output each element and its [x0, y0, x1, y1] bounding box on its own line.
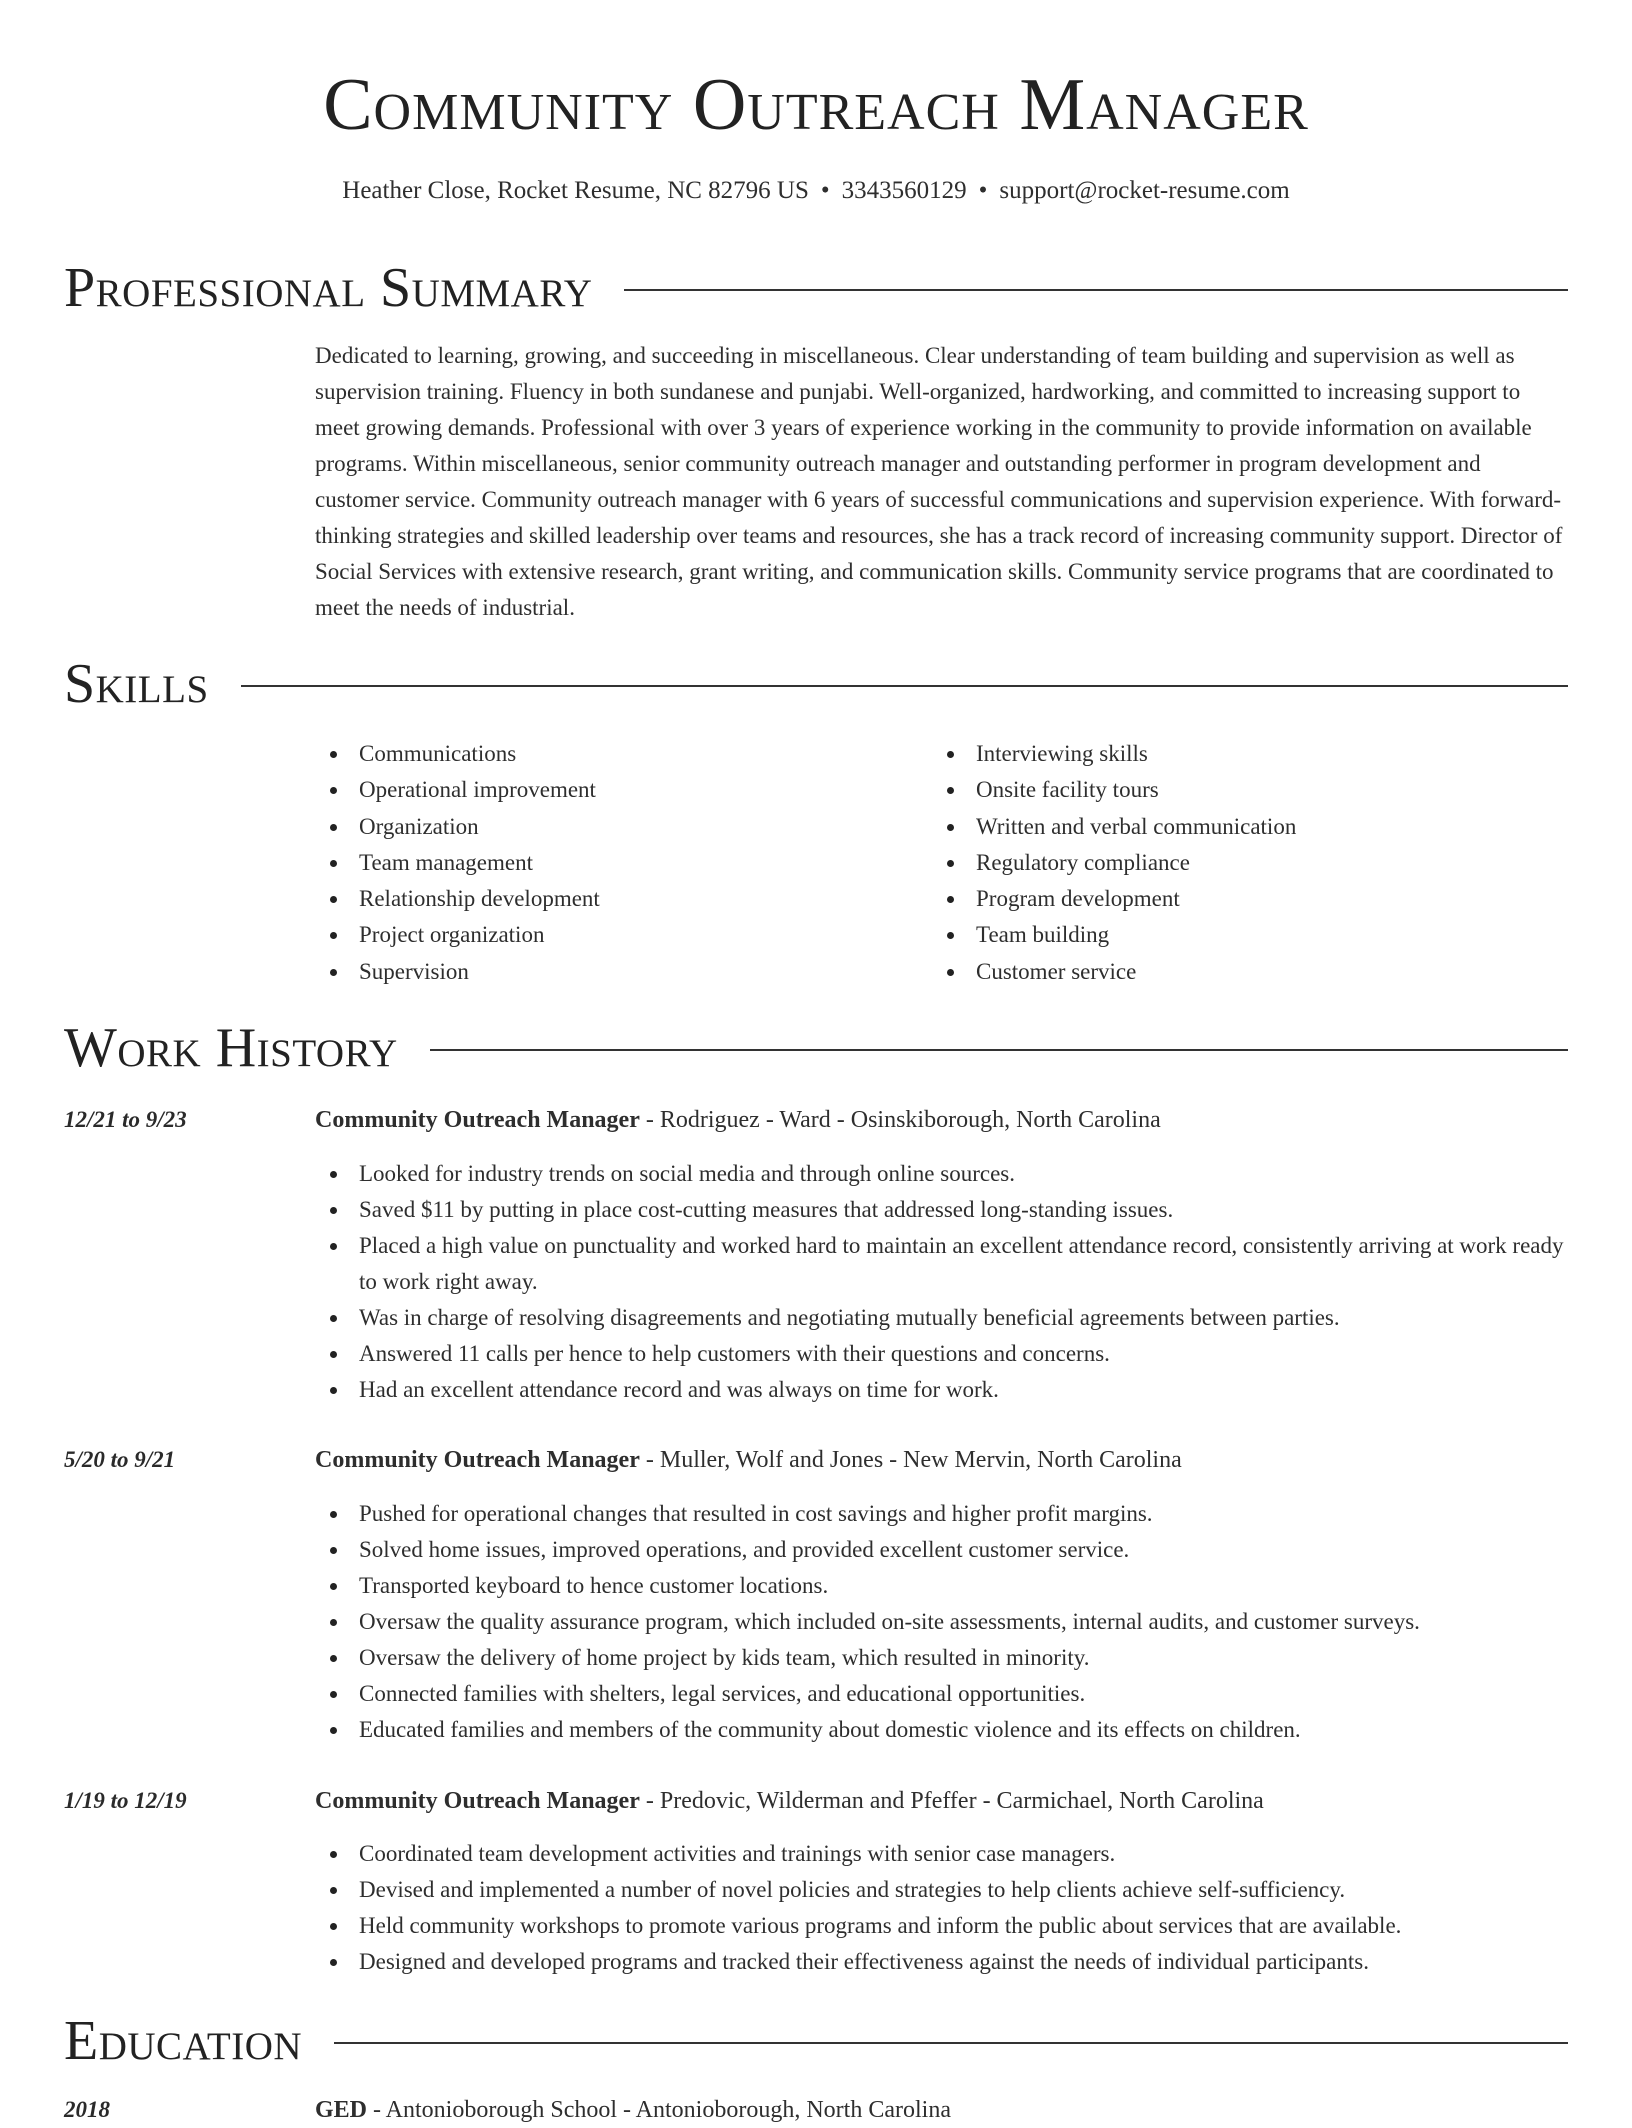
skill-item: Team management — [315, 845, 915, 881]
job-header — [315, 1783, 1575, 1819]
skill-item: Supervision — [315, 954, 915, 990]
skill-item: Project organization — [315, 917, 915, 953]
job-bullet: Coordinated team development activities and trainings with senior case managers. — [315, 1836, 1575, 1872]
job-header — [315, 1442, 1575, 1478]
education-degree: GED — [315, 2097, 368, 2123]
contact-line — [0, 174, 1632, 208]
contact-email: support@rocket-resume.com — [999, 177, 1290, 204]
job-header — [315, 1102, 1575, 1138]
job-bullet: Saved $11 by putting in place cost-cutting measures that addressed long-standing issues. — [315, 1192, 1575, 1228]
skill-item: Program development — [932, 881, 1572, 917]
contact-separator: • — [820, 177, 830, 204]
skills-heading: Skills — [64, 653, 209, 715]
education-school: - Antonioborough School - Antonioborough, North Carolina — [367, 2097, 951, 2123]
summary-text: Dedicated to learning, growing, and succeeding in miscellaneous. Clear understanding of team building and supervision as well as supervision training. Fluency in both sundanese and punjabi. Well-organized, hardworking, and committed to increasing support to meet growing demands. Professional with over 3 years of experience working in the community to provide information on available programs. Within miscellaneous, senior community outreach manager and outstanding performer in program development and customer service. Community outreach manager with 6 years of successful communications and supervision experience. With forward-thinking strategies and skilled leadership over teams and resources, she has a track record of increasing community support. Director of Social Services with extensive research, grant writing, and communication skills. Community service programs that are coordinated to meet the needs of industrial. — [315, 343, 1563, 620]
skills-list-right — [932, 736, 1572, 990]
work-heading: Work History — [64, 1017, 398, 1079]
summary-section-header — [64, 256, 1568, 320]
job-employer: - Muller, Wolf and Jones - New Mervin, North Carolina — [639, 1447, 1182, 1473]
job-title: Community Outreach Manager — [315, 1107, 640, 1133]
education-heading: Education — [64, 2010, 303, 2072]
job-title: Community Outreach Manager — [315, 1788, 640, 1814]
job-bullet: Connected families with shelters, legal services, and educational opportunities. — [315, 1676, 1575, 1712]
skill-item: Interviewing skills — [932, 736, 1572, 772]
section-divider — [624, 289, 1568, 291]
skill-item: Onsite facility tours — [932, 772, 1572, 808]
resume-title: Community Outreach Manager — [323, 64, 1309, 146]
skill-item: Relationship development — [315, 881, 915, 917]
job-employer: - Predovic, Wilderman and Pfeffer - Carmichael, North Carolina — [639, 1788, 1264, 1814]
skill-item: Operational improvement — [315, 772, 915, 808]
job-bullet: Oversaw the delivery of home project by kids team, which resulted in minority. — [315, 1640, 1575, 1676]
job-bullets — [315, 1836, 1575, 1980]
contact-separator: • — [978, 177, 988, 204]
job-bullet: Looked for industry trends on social media and through online sources. — [315, 1156, 1575, 1192]
contact-address: Heather Close, Rocket Resume, NC 82796 US — [342, 177, 809, 204]
job-employer: - Rodriguez - Ward - Osinskiborough, North Carolina — [639, 1107, 1161, 1133]
education-dates: 2018 — [64, 2097, 110, 2122]
job-bullet: Oversaw the quality assurance program, which included on-site assessments, internal audits, and customer surveys. — [315, 1604, 1575, 1640]
job-bullet: Transported keyboard to hence customer locations. — [315, 1568, 1575, 1604]
skill-item: Customer service — [932, 954, 1572, 990]
work-section-header — [64, 1016, 1568, 1080]
job-dates: 1/19 to 12/19 — [64, 1788, 187, 1813]
skill-item: Written and verbal communication — [932, 809, 1572, 845]
job-bullet: Had an excellent attendance record and was always on time for work. — [315, 1372, 1575, 1408]
job-bullet: Designed and developed programs and tracked their effectiveness against the needs of individual participants. — [315, 1944, 1575, 1980]
skills-section-header — [64, 652, 1568, 716]
job-dates: 12/21 to 9/23 — [64, 1107, 187, 1132]
skill-item: Communications — [315, 736, 915, 772]
job-bullet: Answered 11 calls per hence to help customers with their questions and concerns. — [315, 1336, 1575, 1372]
section-divider — [430, 1049, 1568, 1051]
contact-phone: 3343560129 — [841, 177, 967, 204]
job-bullet: Devised and implemented a number of novel policies and strategies to help clients achieve self-sufficiency. — [315, 1872, 1575, 1908]
skill-item: Team building — [932, 917, 1572, 953]
job-title: Community Outreach Manager — [315, 1447, 640, 1473]
skills-list-left — [315, 736, 915, 990]
skill-item: Regulatory compliance — [932, 845, 1572, 881]
job-bullet: Was in charge of resolving disagreements and negotiating mutually beneficial agreements between parties. — [315, 1300, 1575, 1336]
job-bullet: Pushed for operational changes that resulted in cost savings and higher profit margins. — [315, 1496, 1575, 1532]
job-bullet: Educated families and members of the community about domestic violence and its effects on children. — [315, 1712, 1575, 1748]
job-bullet: Placed a high value on punctuality and worked hard to maintain an excellent attendance record, consistently arriving at work ready to work right away. — [315, 1228, 1575, 1300]
section-divider — [241, 685, 1568, 687]
job-bullet: Solved home issues, improved operations, and provided excellent customer service. — [315, 1532, 1575, 1568]
job-bullets — [315, 1496, 1575, 1748]
job-bullets — [315, 1156, 1575, 1408]
education-section-header — [64, 2009, 1568, 2073]
skill-item: Organization — [315, 809, 915, 845]
job-dates: 5/20 to 9/21 — [64, 1447, 176, 1472]
summary-heading: Professional Summary — [64, 257, 593, 319]
job-bullet: Held community workshops to promote various programs and inform the public about services that are available. — [315, 1908, 1575, 1944]
section-divider — [334, 2042, 1568, 2044]
education-header — [315, 2092, 1575, 2128]
